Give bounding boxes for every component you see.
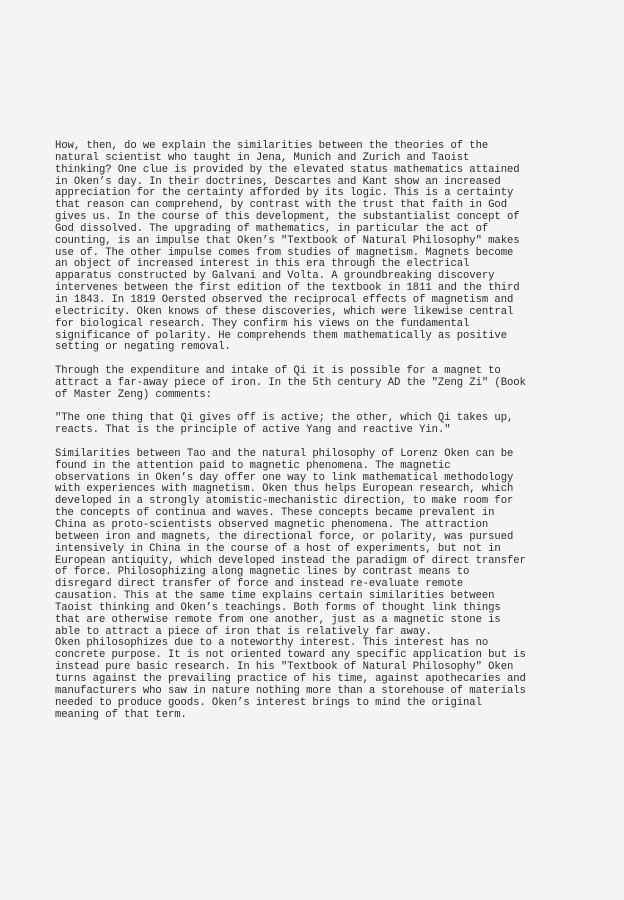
paragraph-oken-interest: Oken philosophizes due to a noteworthy interest. This interest has no concrete purpose. It is not oriented toward any specific application but is instead pure basic research. In his "Textbook of Natural Philosophy" Oken turns against the prevailing practice of his time, against apothecaries and manufacturers who saw in nature nothing more than a storehouse of materials needed to produce goods. Oken’s interest brings to mind the original meaning of that term. (55, 637, 526, 721)
paragraph-tao-oken-similarities: Similarities between Tao and the natural philosophy of Lorenz Oken can be found in the attention paid to magnetic phenomena. The magnetic observations in Oken’s day offer one way to link mathematical methodology with experiences with magnetism. Oken thus helps European research, which developed in a strongly atomistic-mechanistic direction, to make room for the concepts of continua and waves. These concepts became prevalent in China as proto-scientists observed magnetic phenomena. The attraction between iron and magnets, the directional force, or polarity, was pursued intensively in China in the course of a host of experiments, but not in European antiquity, which developed instead the paradigm of direct transfer of force. Philosophizing along magnetic lines by contrast means to disregard direct transfer of force and instead re-evaluate remote causation. This at the same time explains certain similarities between Taoist thinking and Oken’s teachings. Both forms of thought link things that are otherwise remote from one another, just as a magnetic stone is able to attract a piece of iron that is relatively far away. (55, 447, 526, 638)
document-body (55, 141, 583, 721)
paragraph-qi-magnet: Through the expenditure and intake of Qi it is possible for a magnet to attract a far-away piece of iron. In the 5th century AD the "Zeng Zi" (Book of Master Zeng) comments: (55, 365, 526, 401)
paragraph-mathematics-magnetism: How, then, do we explain the similarities between the theories of the natural scientist who taught in Jena, Munich and Zurich and Taoist thinking? One clue is provided by the elevated status mathematics attained in Oken’s day. In their doctrines, Descartes and Kant show an increased appreciation for the certainty afforded by its logic. This is a certainty that reason can comprehend, by contrast with the trust that faith in God gives us. In the course of this development, the substantialist concept of God dissolved. The upgrading of mathematics, in particular the act of counting, is an impulse that Oken’s "Textbook of Natural Philosophy" makes use of. The other impulse comes from studies of magnetism. Magnets become an object of increased interest in this era through the electrical apparatus constructed by Galvani and Volta. A groundbreaking discovery intervenes between the first edition of the textbook in 1811 and the third in 1843. In 1819 Oersted observed the reciprocal effects of magnetism and electricity. Oken knows of these discoveries, which were likewise central for biological research. They confirm his views on the fundamental significance of polarity. He comprehends them mathematically as positive setting or negating removal. (55, 140, 520, 354)
quote-zeng-zi: "The one thing that Qi gives off is active; the other, which Qi takes up, reacts. That is the principle of active Yang and reactive Yin." (55, 412, 514, 437)
